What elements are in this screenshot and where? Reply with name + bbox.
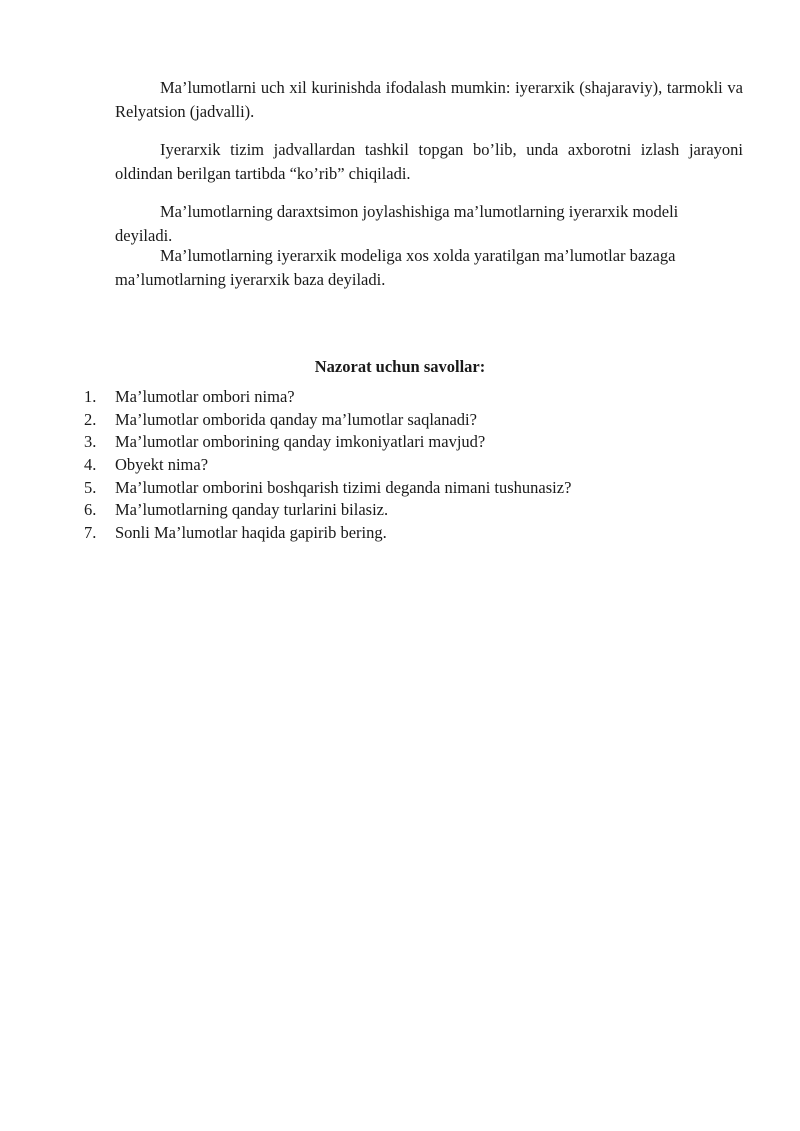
question-number: 1. bbox=[84, 387, 97, 406]
question-text: Sonli Ma’lumotlar haqida gapirib bering. bbox=[115, 523, 387, 543]
question-text: Ma’lumotlarning qanday turlarini bilasiz. bbox=[115, 500, 389, 520]
question-text: Ma’lumotlar omborida qanday ma’lumotlar saqlanadi? bbox=[115, 409, 477, 429]
question-text: Ma’lumotlar ombori nima? bbox=[115, 387, 295, 406]
list-item bbox=[84, 431, 744, 454]
list-item bbox=[84, 454, 744, 477]
question-number: 3. bbox=[84, 432, 97, 452]
question-number: 6. bbox=[84, 500, 97, 520]
list-item bbox=[84, 522, 744, 545]
paragraph-hierarchical-system: Iyerarxik tizim jadvallardan tashkil topgan bo’lib, unda axborotni izlash jarayoni oldindan berilgan tartibda “ko’rib” chiqiladi. bbox=[115, 140, 743, 183]
question-number: 5. bbox=[84, 477, 97, 497]
paragraph-data-representation: Ma’lumotlarni uch xil kurinishda ifodalash mumkin: iyerarxik (shajaraviy), tarmokli va Relyatsion (jadvalli). bbox=[115, 78, 743, 121]
list-item bbox=[84, 409, 744, 432]
list-item bbox=[84, 499, 744, 522]
questions-heading: Nazorat uchun savollar: bbox=[314, 357, 486, 376]
question-text: Obyekt nima? bbox=[115, 455, 209, 475]
question-number: 2. bbox=[84, 409, 97, 429]
questions-list bbox=[84, 386, 744, 545]
question-number: 7. bbox=[84, 523, 97, 543]
question-number: 4. bbox=[84, 455, 97, 475]
paragraph-hierarchical-base: Ma’lumotlarning iyerarxik modeliga xos xolda yaratilgan ma’lumotlar bazaga ma’lumotlarning iyerarxik baza deyiladi. bbox=[115, 246, 676, 289]
question-text: Ma’lumotlar omborini boshqarish tizimi deganda nimani tushunasiz? bbox=[115, 477, 572, 497]
paragraph-tree-model: Ma’lumotlarning daraxtsimon joylashishiga ma’lumotlarning iyerarxik modeli deyiladi. bbox=[115, 202, 679, 245]
question-text: Ma’lumotlar omborining qanday imkoniyatlari mavjud? bbox=[115, 432, 486, 452]
list-item bbox=[84, 477, 744, 500]
list-item bbox=[84, 386, 744, 409]
